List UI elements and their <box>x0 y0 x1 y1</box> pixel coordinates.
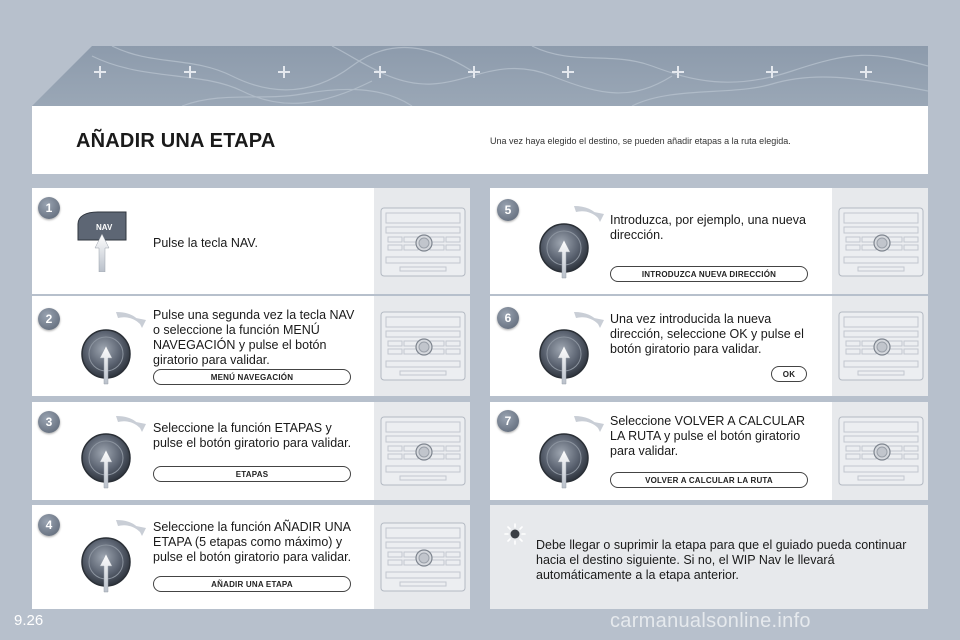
note-panel <box>490 505 928 609</box>
ok-button[interactable]: OK <box>771 366 807 382</box>
step-5-number: 5 <box>497 199 519 221</box>
header-banner <box>32 46 928 106</box>
step-3-number: 3 <box>38 411 60 433</box>
step-5-text: Introduzca, por ejemplo, una nueva dirección. <box>610 213 806 242</box>
rotary-knob-icon <box>76 306 156 386</box>
rotary-knob-icon <box>534 410 614 490</box>
title-box <box>32 106 470 174</box>
intro-box <box>470 106 928 174</box>
header-corner <box>32 46 92 106</box>
step-2-number: 2 <box>38 308 60 330</box>
step-6-number: 6 <box>497 307 519 329</box>
step-7-text: Seleccione VOLVER A CALCULAR LA RUTA y pulse el botón giratorio para validar. <box>610 414 806 458</box>
rotary-knob-icon <box>534 200 614 280</box>
step-1-text: Pulse la tecla NAV. <box>153 236 258 250</box>
introduzca-nueva-direccion-button[interactable]: INTRODUZCA NUEVA DIRECCIÓN <box>610 266 808 282</box>
note-text: Debe llegar o suprimir la etapa para que el guiado pueda continuar hacia el destino siguiente. Si no, el WIP Nav le llevará automáticamente a la etapa anterior. <box>536 538 907 582</box>
step-3-text: Seleccione la función ETAPAS y pulse el botón giratorio para validar. <box>153 421 352 450</box>
radio-panel-4 <box>380 522 466 592</box>
nav-key-icon <box>74 208 134 272</box>
rotary-knob-icon <box>76 514 156 594</box>
rotary-knob-icon <box>534 306 614 386</box>
etapas-button[interactable]: ETAPAS <box>153 466 351 482</box>
page-title: AÑADIR UNA ETAPA <box>76 130 276 152</box>
tip-sun-icon <box>504 523 526 545</box>
watermark: carmanualsonline.info <box>610 610 811 632</box>
step-1-number: 1 <box>38 197 60 219</box>
rotary-knob-icon <box>76 410 156 490</box>
radio-panel-6 <box>838 311 924 381</box>
step-4-text: Seleccione la función AÑADIR UNA ETAPA (5 etapas como máximo) y pulse el botón giratorio para validar. <box>153 520 352 564</box>
radio-panel-5 <box>838 207 924 277</box>
volver-a-calcular-la-ruta-button[interactable]: VOLVER A CALCULAR LA RUTA <box>610 472 808 488</box>
radio-panel-2 <box>380 311 466 381</box>
anadir-una-etapa-button[interactable]: AÑADIR UNA ETAPA <box>153 576 351 592</box>
step-6-text: Una vez introducida la nueva dirección, seleccione OK y pulse el botón giratorio para validar. <box>610 312 804 356</box>
topographic-pattern <box>32 46 928 106</box>
radio-panel-1 <box>380 207 466 277</box>
step-7-number: 7 <box>497 410 519 432</box>
radio-panel-7 <box>838 416 924 486</box>
nav-key-label: NAV <box>96 223 113 232</box>
page-number: 9.26 <box>14 612 44 629</box>
radio-panel-3 <box>380 416 466 486</box>
step-2-text: Pulse una segunda vez la tecla NAV o seleccione la función MENÚ NAVEGACIÓN y pulse el botón giratorio para validar. <box>153 308 355 367</box>
intro-text: Una vez haya elegido el destino, se pueden añadir etapas a la ruta elegida. <box>490 136 791 146</box>
step-4-number: 4 <box>38 514 60 536</box>
menu-navegacion-button[interactable]: MENÚ NAVEGACIÓN <box>153 369 351 385</box>
